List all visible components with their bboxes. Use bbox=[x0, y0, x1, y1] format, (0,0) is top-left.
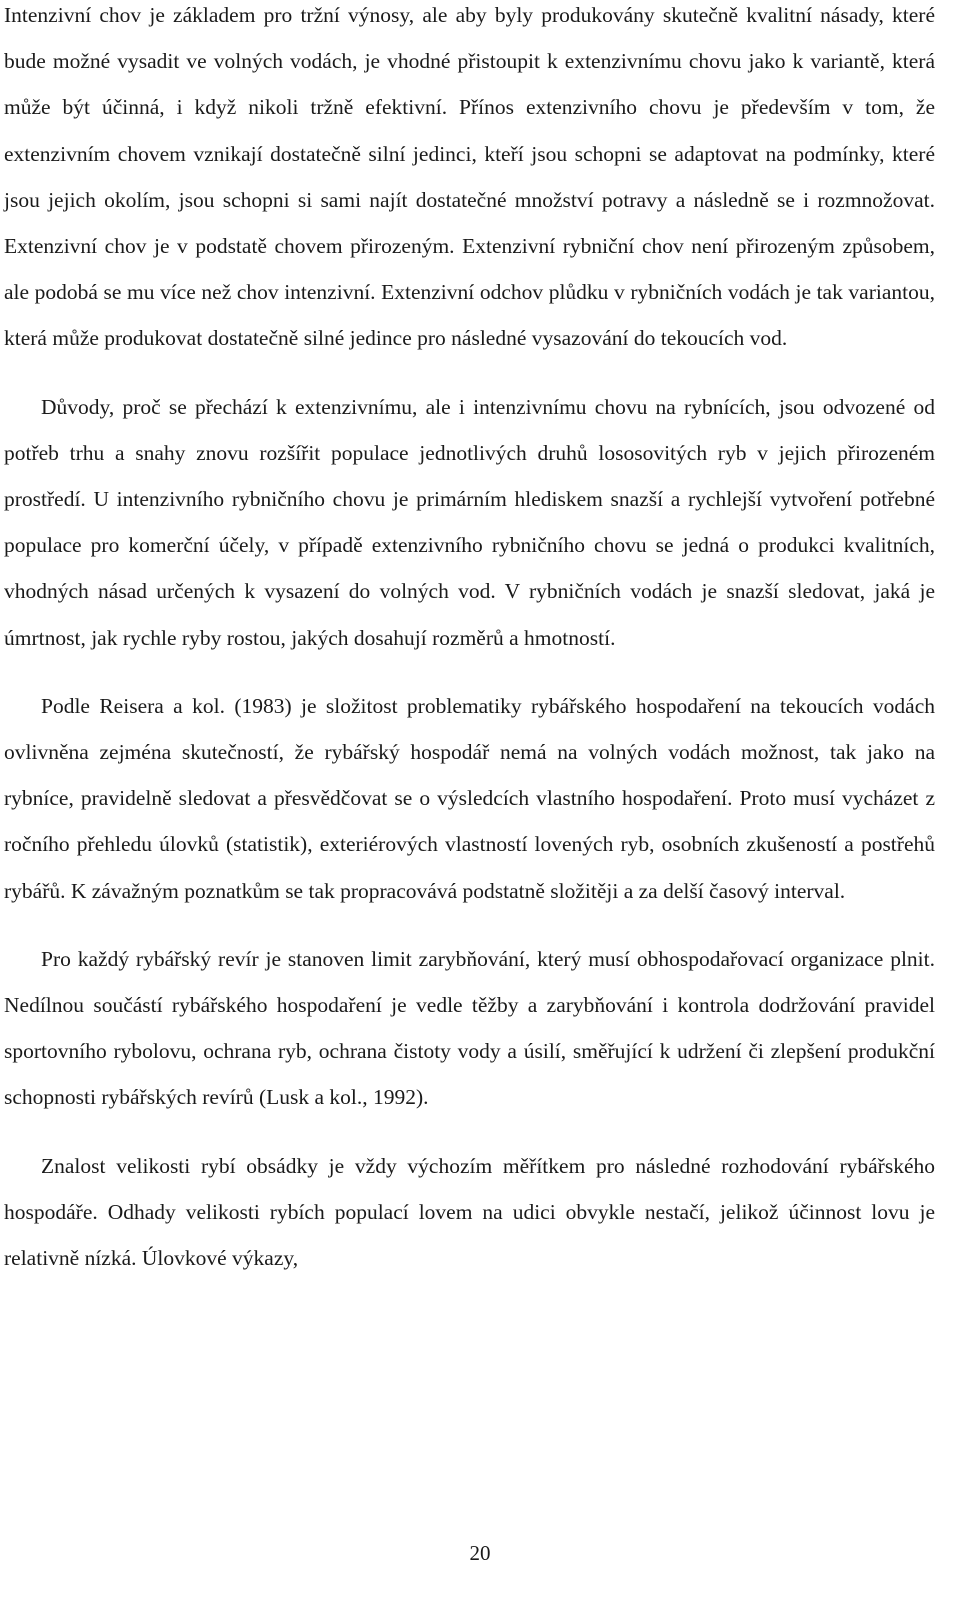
page-number: 20 bbox=[469, 1541, 491, 1565]
paragraph-population-size: Znalost velikosti rybí obsádky je vždy výchozím měřítkem pro následné rozhodování rybářského hospodáře. Odhady velikosti rybích populací lovem na udici obvykle nestačí, jelikož účinnost lovu je relativně nízká. Úlovkové výkazy, bbox=[4, 1153, 935, 1271]
paragraph-reasons: Důvody, proč se přechází k extenzivnímu, ale i intenzivnímu chovu na rybnících, jsou odvozené od potřeb trhu a snahy znovu rozšířit populace jednotlivých druhů lososovitých ryb v jejich přirozeném prostředí. U intenzivního rybničního chovu je primárním hlediskem snazší a rychlejší vytvoření potřebné populace pro komerční účely, v případě extenzivního rybničního chovu se jedná o produkci kvalitních, vhodných násad určených k vysazení do volných vod. V rybničních vodách je snazší sledovat, jaká je úmrtnost, jak rychle ryby rostou, jakých dosahují rozměrů a hmotností. bbox=[4, 394, 935, 650]
paragraph-reiser: Podle Reisera a kol. (1983) je složitost problematiky rybářského hospodaření na tekoucích vodách ovlivněna zejména skutečností, že rybářský hospodář nemá na volných vodách možnost, tak jako na rybníce, pravidelně sledovat a přesvědčovat se o výsledcích vlastního hospodaření. Proto musí vycházet z ročního přehledu úlovků (statistik), exteriérových vlastností lovených ryb, osobních zkušeností a postřehů rybářů. K závažným poznatkům se tak propracovává podstatně složitěji a za delší časový interval. bbox=[4, 693, 935, 903]
body-text bbox=[4, 0, 935, 1281]
paragraph-intensive-vs-extensive: Intenzivní chov je základem pro tržní výnosy, ale aby byly produkovány skutečně kvalitní násady, které bude možné vysadit ve volných vodách, je vhodné přistoupit k extenzivnímu chovu jako k variantě, která může být účinná, i když nikoli tržně efektivní. Přínos extenzivního chovu je především v tom, že extenzivním chovem vznikají dostatečně silní jedinci, kteří jsou schopni se adaptovat na podmínky, které jsou jejich okolím, jsou schopni si sami najít dostatečné množství potravy a následně se i rozmnožovat. Extenzivní chov je v podstatě chovem přirozeným. Extenzivní rybniční chov není přirozeným způsobem, ale podobá se mu více než chov intenzivní. Extenzivní odchov plůdku v rybničních vodách je tak variantou, která může produkovat dostatečně silné jedince pro následné vysazování do tekoucích vod. bbox=[4, 3, 935, 351]
paragraph-stocking-limit: Pro každý rybářský revír je stanoven limit zarybňování, který musí obhospodařovací organizace plnit. Nedílnou součástí rybářského hospodaření je vedle těžby a zarybňování i kontrola dodržování pravidel sportovního rybolovu, ochrana ryb, ochrana čistoty vody a úsilí, směřující k udržení či zlepšení produkční schopnosti rybářských revírů (Lusk a kol., 1992). bbox=[4, 946, 935, 1110]
